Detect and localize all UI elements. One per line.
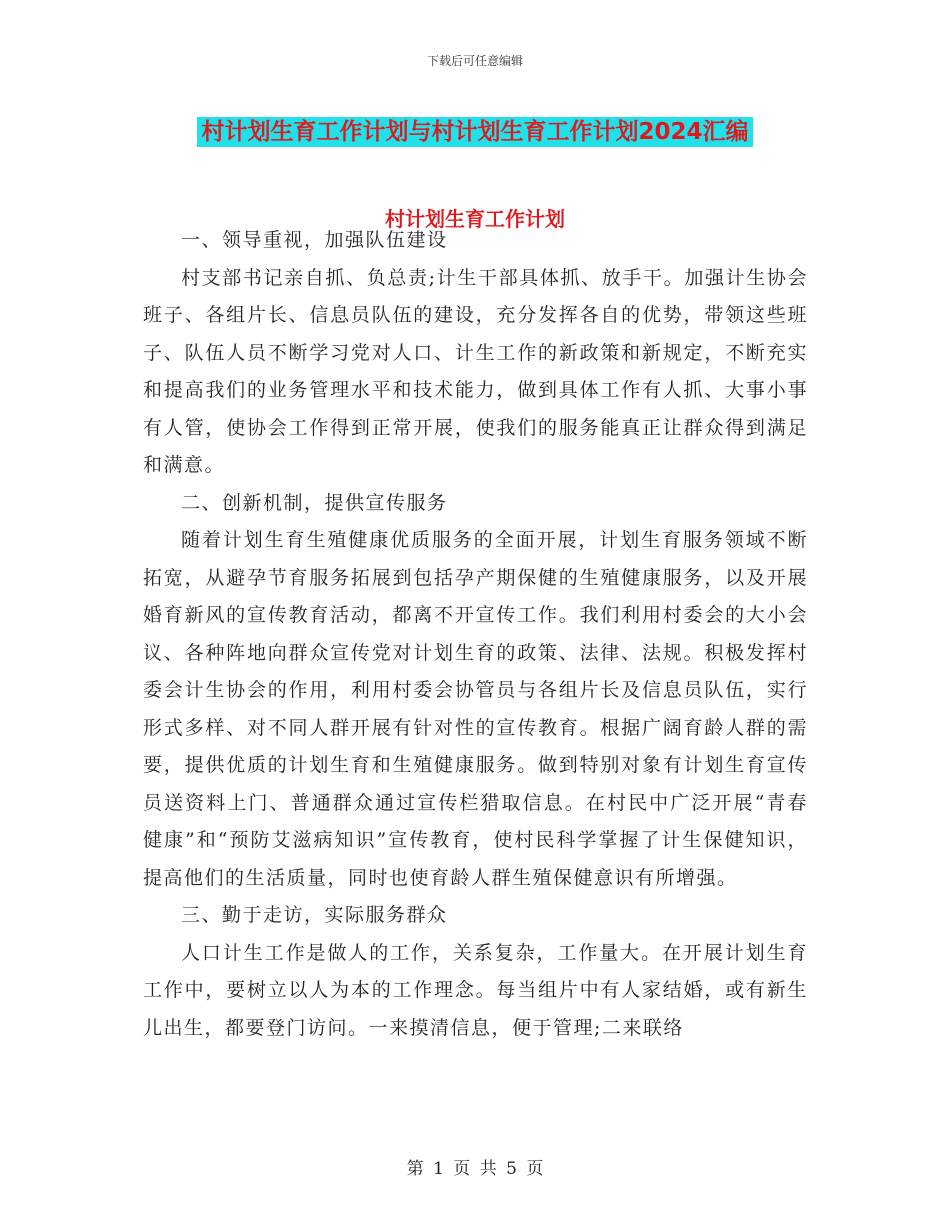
section-heading-2: 二、创新机制，提供宣传服务 — [181, 491, 448, 514]
section-heading-1: 一、领导重视，加强队伍建设 — [181, 229, 448, 251]
document-main-title-block — [0, 113, 950, 146]
page-number-footer: 第 1 页 共 5 页 — [406, 1159, 544, 1179]
document-sub-title: 村计划生育工作计划 — [385, 207, 565, 231]
paragraph-3: 人口计生工作是做人的工作，关系复杂，工作量大。在开展计划生育工作中，要树立以人为本的工作理念。每当组片中有人家结婚，或有新生儿出生，都要登门访问。一来摸清信息，便于管理;二来联络 — [143, 941, 808, 1039]
page-header-note: 下载后可任意编辑 — [426, 54, 523, 68]
section-heading-3: 三、勤于走访，实际服务群众 — [181, 904, 448, 926]
document-body — [143, 222, 808, 1047]
document-main-title: 村计划生育工作计划与村计划生育工作计划2024汇编 — [197, 117, 752, 147]
paragraph-1: 村支部书记亲自抓、负总责;计生干部具体抓、放手干。加强计生协会班子、各组片长、信息员队伍的建设，充分发挥各自的优势，带领这些班子、队伍人员不断学习党对人口、计生工作的新政策和新规定，不断充实和提高我们的业务管理水平和技术能力，做到具体工作有人抓、大事小事有人管，使协会工作得到正常开展，使我们的服务能真正让群众得到满足和满意。 — [143, 266, 808, 476]
paragraph-2: 随着计划生育生殖健康优质服务的全面开展，计划生育服务领域不断拓宽，从避孕节育服务拓展到包括孕产期保健的生殖健康服务，以及开展婚育新风的宣传教育活动，都离不开宣传工作。我们利用村委会的大小会议、各种阵地向群众宣传党对计划生育的政策、法律、法规。积极发挥村委会计生协会的作用，利用村委会协管员与各组片长及信息员队伍，实行形式多样、对不同人群开展有针对性的宣传教育。根据广阔育龄人群的需要，提供优质的计划生育和生殖健康服务。做到特别对象有计划生育宣传员送资料上门、普通群众通过宣传栏猎取信息。在村民中广泛开展“青春健康”和“预防艾滋病知识”宣传教育，使村民科学掌握了计生保健知识，提高他们的生活质量，同时也使育龄人群生殖保健意识有所增强。 — [143, 529, 808, 889]
